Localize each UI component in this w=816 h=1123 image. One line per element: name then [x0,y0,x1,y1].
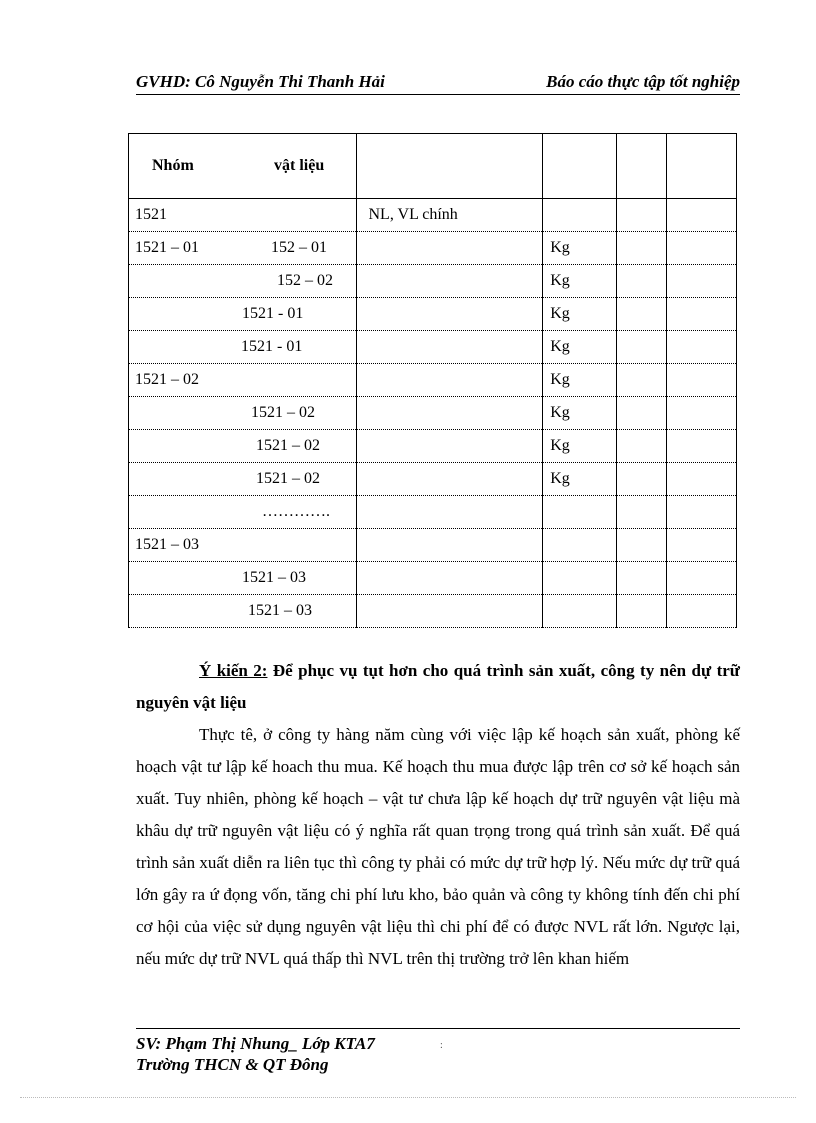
table-row [129,496,737,529]
header-cell-name [357,134,543,199]
cell-unit [543,430,617,463]
cell-code [129,430,357,463]
cell-4 [616,364,667,397]
cell-unit [543,232,617,265]
cell-name [357,463,543,496]
cell-unit [543,331,617,364]
cell-4 [616,430,667,463]
idea-text: Để phục vụ tụt hơn cho quá trình sản xuất, công ty nên dự trữ nguyên vật liệu [136,661,740,712]
cell-unit [543,562,617,595]
body-paragraph: Thực tê, ở công ty hàng năm cùng với việc lập kế hoạch sản xuất, phòng kế hoạch vật tư lập kế hoach thu mua. Kế hoạch thu mua được lập trên cơ sở kế hoạch sản xuất. Tuy nhiên, phòng kế hoạch – vật tư chưa lập kế hoạch dự trữ nguyên vật liệu mà khâu dự trữ nguyên vật liệu có ý nghĩa rất quan trọng trong quá trình sản xuất. Để quá trình sản xuất diễn ra liên tục thì công ty phải có mức dự trữ hợp lý. Nếu mức dự trữ quá lớn gây ra ứ đọng vốn, tăng chi phí lưu kho, bảo quản và công ty không tính đến chi phí cơ hội của việc sử dụng nguyên vật liệu thì chi phí để có được NVL rất lớn. Ngược lại, nếu mức dự trữ NVL quá thấp thì NVL trên thị trường trở lên khan hiếm [136,725,740,968]
cell-4 [616,298,667,331]
unit: Kg [550,437,570,454]
cell-5 [667,331,737,364]
body-text [136,655,740,975]
code-sub: 1521 - 01 [241,338,303,355]
cell-unit [543,199,617,232]
cell-code [129,463,357,496]
table-row [129,331,737,364]
cell-name [357,397,543,430]
cell-unit [543,298,617,331]
table-row [129,463,737,496]
footer-student: SV: Phạm Thị Nhung_ Lớp KTA7 [136,1034,375,1053]
cell-4 [616,331,667,364]
cell-code [129,595,357,628]
cell-name [357,331,543,364]
header-cell-group [129,134,357,199]
cell-code [129,298,357,331]
cell-5 [667,430,737,463]
cell-unit [543,595,617,628]
footer-school: Trường THCN & QT Đông [136,1055,329,1074]
unit: Kg [550,404,570,421]
code-sub: 1521 – 03 [248,602,312,619]
cell-name [357,199,543,232]
cell-unit [543,529,617,562]
cell-code [129,232,357,265]
cell-unit [543,364,617,397]
header-advisor: GVHD: Cô Nguyễn Thi Thanh Hải [136,72,385,91]
cell-4 [616,496,667,529]
cell-code [129,331,357,364]
cell-5 [667,562,737,595]
header-cell-4 [616,134,667,199]
code-group: 1521 [135,206,167,223]
table-row [129,430,737,463]
page-header [136,72,740,95]
cell-4 [616,529,667,562]
unit: Kg [550,272,570,289]
idea-heading [136,655,740,719]
code-sub: 1521 – 02 [256,437,320,454]
page-number-mark: : [440,1040,443,1051]
table-row [129,232,737,265]
code-sub: 152 – 02 [277,272,333,289]
cell-5 [667,463,737,496]
cell-name [357,529,543,562]
unit: Kg [550,305,570,322]
header-report-title: Báo cáo thực tập tốt nghiệp [546,72,740,91]
cell-code [129,397,357,430]
cell-4 [616,397,667,430]
table-row [129,397,737,430]
header-material-label: vật liệu [274,157,325,174]
footer-rule [136,1028,740,1029]
cell-5 [667,364,737,397]
cell-5 [667,529,737,562]
table-row [129,199,737,232]
material-name: NL, VL chính [368,206,458,223]
table-row [129,298,737,331]
cell-4 [616,595,667,628]
idea-label: Ý kiến 2: [199,661,268,680]
header-cell-5 [667,134,737,199]
cell-name [357,496,543,529]
cell-5 [667,298,737,331]
code-sub: 1521 – 02 [256,470,320,487]
table-row [129,364,737,397]
table-row [129,562,737,595]
header-cell-unit [543,134,617,199]
cell-name [357,265,543,298]
unit: Kg [550,371,570,388]
cell-4 [616,232,667,265]
material-table [128,133,737,628]
cell-5 [667,232,737,265]
cell-4 [616,199,667,232]
cell-code [129,364,357,397]
page-bottom-dotted-rule [20,1097,796,1098]
cell-unit [543,397,617,430]
cell-code [129,562,357,595]
code-sub: 152 – 01 [271,239,327,256]
code-sub: 1521 – 03 [242,569,306,586]
cell-name [357,562,543,595]
unit: Kg [550,470,570,487]
cell-4 [616,562,667,595]
unit: Kg [550,338,570,355]
cell-unit [543,496,617,529]
code-group: 1521 – 02 [135,371,199,388]
table-row [129,595,737,628]
table-header-row [129,134,737,199]
table-row [129,265,737,298]
cell-5 [667,199,737,232]
code-group: 1521 – 01 [135,239,199,256]
cell-name [357,298,543,331]
cell-code [129,496,357,529]
cell-5 [667,397,737,430]
cell-name [357,364,543,397]
table-row [129,529,737,562]
cell-code [129,529,357,562]
cell-name [357,232,543,265]
code-group: 1521 – 03 [135,536,199,553]
cell-unit [543,463,617,496]
code-sub: 1521 – 02 [251,404,315,421]
cell-5 [667,496,737,529]
cell-name [357,595,543,628]
cell-unit [543,265,617,298]
cell-4 [616,463,667,496]
cell-4 [616,265,667,298]
page-footer [136,1033,375,1075]
cell-code [129,199,357,232]
code-sub: …………. [262,503,330,520]
unit: Kg [550,239,570,256]
cell-name [357,430,543,463]
code-sub: 1521 - 01 [242,305,304,322]
header-group-label: Nhóm [152,157,194,174]
cell-code [129,265,357,298]
cell-5 [667,265,737,298]
cell-5 [667,595,737,628]
